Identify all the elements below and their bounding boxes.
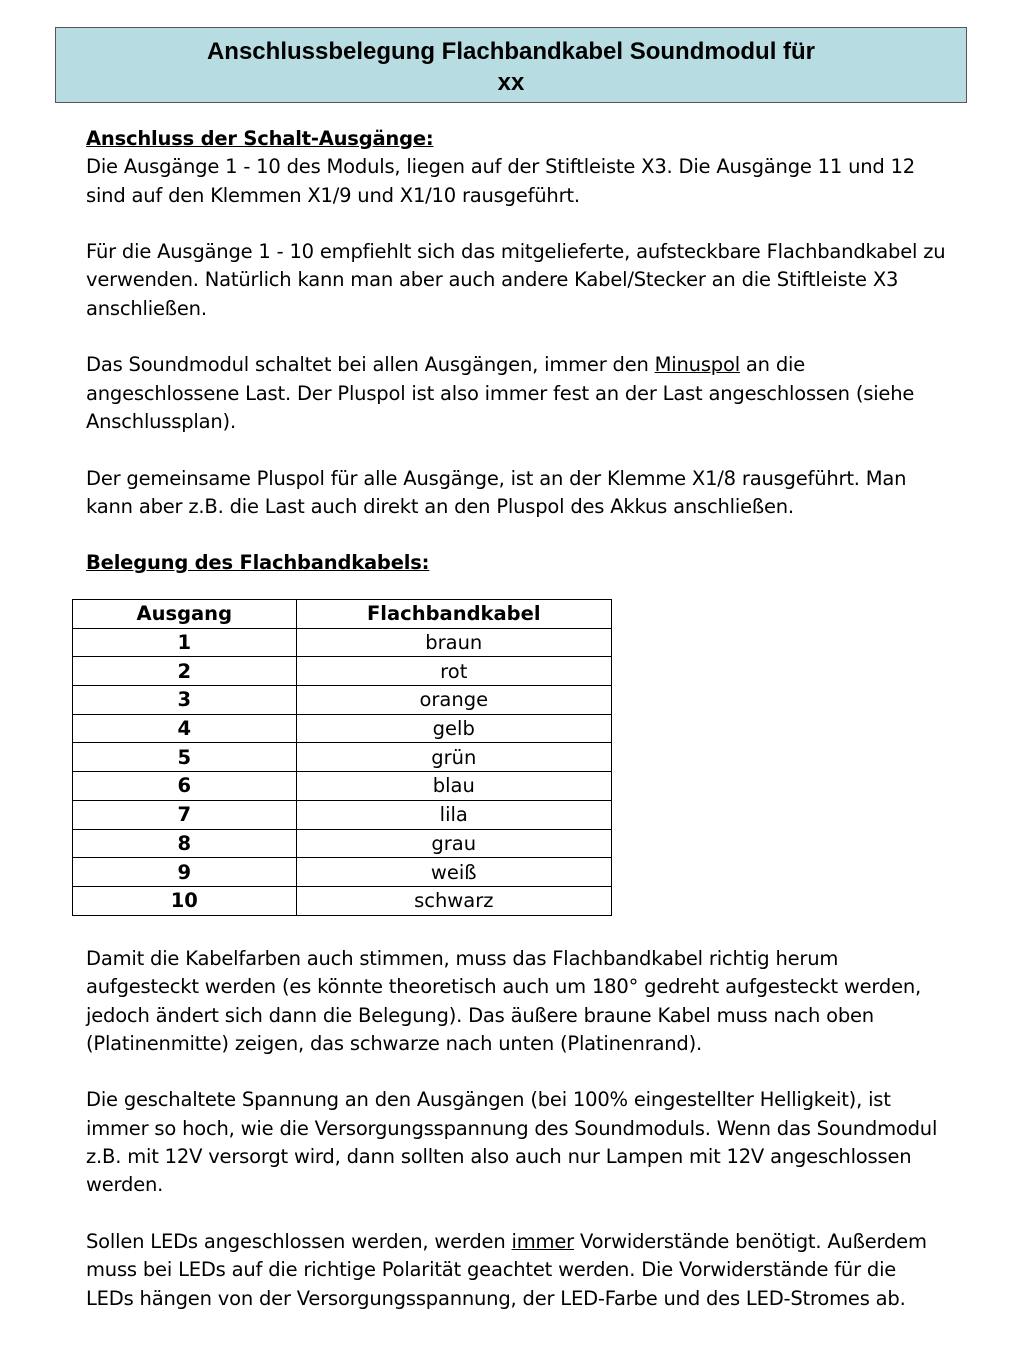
wire-color: grün: [296, 743, 611, 772]
header-ausgang: Ausgang: [73, 600, 297, 629]
header-flachbandkabel: Flachbandkabel: [296, 600, 611, 629]
heading-outputs: Anschluss der Schalt-Ausgänge:: [86, 127, 434, 150]
output-number: 2: [73, 657, 297, 686]
table-row: [73, 772, 612, 801]
paragraph-pluspol: Der gemeinsame Pluspol für alle Ausgänge, ist an der Klemme X1/8 rausgeführt. Man kann aber z.B. die Last auch direkt an den Pluspol des Akkus anschließen.: [86, 466, 907, 518]
output-number: 8: [73, 829, 297, 858]
output-number: 9: [73, 858, 297, 887]
minuspol-text-after: an die angeschlossene Last. Der Pluspol ist also immer fest an der Last angeschlossen (siehe Anschlussplan).: [86, 353, 915, 433]
wire-color: grau: [296, 829, 611, 858]
table-row: [73, 886, 612, 915]
leds-text-after: Vorwiderstände benötigt. Außerdem muss bei LEDs auf die richtige Polarität geachtet werden. Die Vorwiderstände für die LEDs hängen von der Versorgungsspannung, der LED-Farbe und des LED-Stromes ab.: [86, 1229, 927, 1310]
wire-color: gelb: [296, 714, 611, 743]
paragraph-voltage: Die geschaltete Spannung an den Ausgängen (bei 100% eingestellter Helligkeit), ist immer so hoch, wie die Versorgungsspannung des Soundmoduls. Wenn das Soundmodul z.B. mit 12V versorgt wird, dann sollten also auch nur Lampen mit 12V angeschlossen werden.: [86, 1088, 938, 1197]
wire-color: rot: [296, 657, 611, 686]
table-row: [73, 800, 612, 829]
cable-assignment-table: [72, 599, 612, 916]
paragraph-outputs-location: Die Ausgänge 1 - 10 des Moduls, liegen auf der Stiftleiste X3. Die Ausgänge 11 und 12 sind auf den Klemmen X1/9 und X1/10 rausgeführt.: [86, 155, 915, 207]
output-number: 4: [73, 714, 297, 743]
paragraph-cable-orientation: Damit die Kabelfarben auch stimmen, muss das Flachbandkabel richtig herum aufgesteckt werden (es könnte theoretisch auch um 180° gedreht aufgesteckt werden, jedoch ändert sich dann die Belegung). Das äußere braune Kabel muss nach oben (Platinenmitte) zeigen, das schwarze nach unten (Platinenrand).: [86, 947, 922, 1055]
minuspol-underlined: Minuspol: [654, 353, 740, 377]
title-line-2: xx: [497, 69, 525, 96]
title-line-1: Anschlussbelegung Flachbandkabel Soundmodul für: [206, 38, 816, 65]
heading-cable-assignment: Belegung des Flachbandkabels:: [86, 551, 430, 575]
wire-color: lila: [296, 800, 611, 829]
output-number: 10: [73, 886, 297, 915]
document-title: [55, 27, 967, 103]
wire-color: braun: [296, 628, 611, 657]
wire-color: blau: [296, 772, 611, 801]
paragraph-leds: [86, 1228, 946, 1313]
table-row: [73, 858, 612, 887]
table-row: [73, 628, 612, 657]
section-notes: [86, 945, 946, 1313]
output-number: 7: [73, 800, 297, 829]
table-row: [73, 829, 612, 858]
paragraph-ribbon-cable: Für die Ausgänge 1 - 10 empfiehlt sich das mitgelieferte, aufsteckbare Flachbandkabel zu verwenden. Natürlich kann man aber auch andere Kabel/Stecker an die Stiftleiste X3 anschließen.: [86, 240, 946, 320]
table-row: [73, 686, 612, 715]
table-header-row: [73, 600, 612, 629]
wire-color: schwarz: [296, 886, 611, 915]
minuspol-text-before: Das Soundmodul schaltet bei allen Ausgängen, immer den: [86, 353, 655, 377]
output-number: 1: [73, 628, 297, 657]
wire-color: orange: [296, 686, 611, 715]
table-row: [73, 657, 612, 686]
leds-underlined: immer: [511, 1229, 574, 1253]
leds-text-before: Sollen LEDs angeschlossen werden, werden: [86, 1229, 512, 1253]
table-row: [73, 714, 612, 743]
section-outputs: [86, 125, 946, 578]
output-number: 3: [73, 686, 297, 715]
wire-color: weiß: [296, 858, 611, 887]
output-number: 6: [73, 772, 297, 801]
output-number: 5: [73, 743, 297, 772]
table-row: [73, 743, 612, 772]
paragraph-minuspol: [86, 351, 946, 436]
